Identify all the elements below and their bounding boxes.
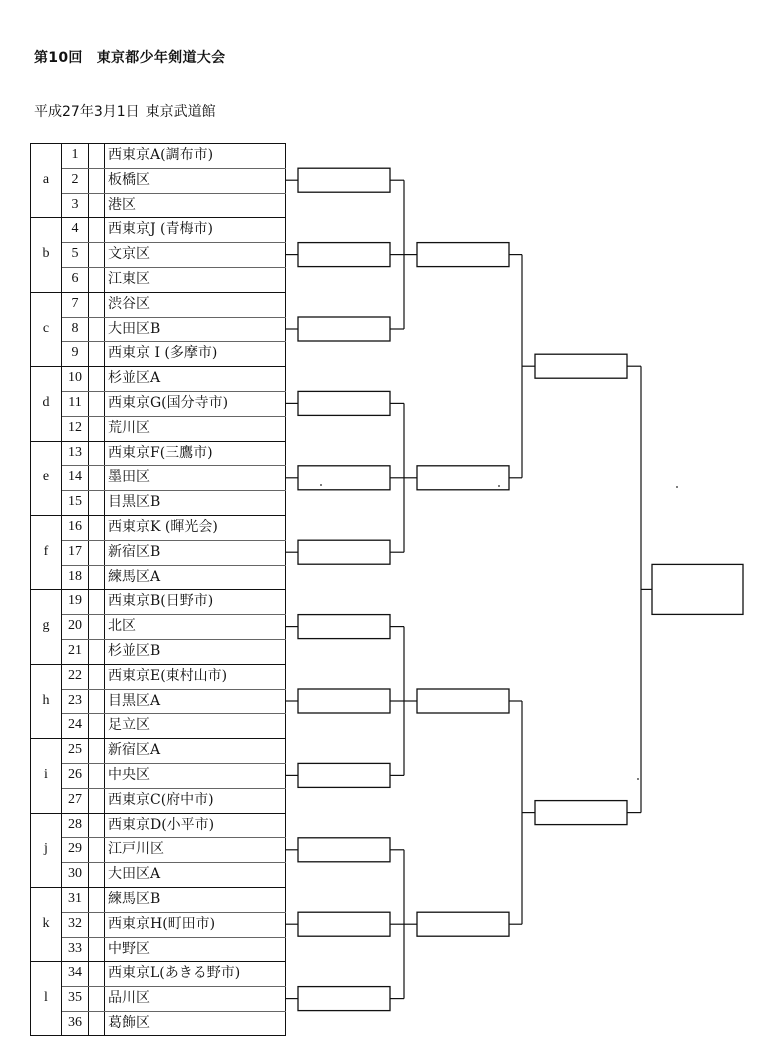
event-date: 平成27年3月1日: [34, 104, 140, 120]
entry-number: 21: [68, 643, 82, 658]
group-letter: l: [44, 990, 48, 1006]
entry-team: 西東京H(町田市): [108, 915, 216, 932]
block-winner-box: [417, 243, 509, 267]
semifinal-winner-box: [535, 354, 627, 378]
entry-number: 20: [68, 618, 82, 634]
entry-team: 品川区: [108, 990, 150, 1007]
entry-number: 28: [68, 816, 82, 832]
entry-team: 西東京C(府中市): [108, 791, 214, 808]
entry-team: 新宿区B: [108, 543, 161, 560]
group-letter: c: [42, 320, 50, 336]
group-letter: a: [42, 171, 50, 187]
group-winner-box: [298, 243, 390, 267]
entry-team: 西東京 I (多摩市): [108, 345, 218, 362]
entry-team: 目黒区A: [108, 692, 161, 709]
entry-team: 大田区B: [108, 320, 161, 337]
entry-team: 中野区: [108, 940, 150, 957]
entry-team: 足立区: [108, 717, 150, 734]
entry-team: 西東京L(あきる野市): [108, 965, 241, 982]
group-winner-box: [298, 689, 390, 713]
entry-number: 15: [68, 494, 82, 510]
entry-team: 江東区: [108, 271, 150, 287]
entry-team: 文京区: [108, 246, 150, 263]
entry-team: 西東京G(国分寺市): [108, 395, 229, 411]
entry-number: 13: [68, 444, 82, 460]
entry-number: 32: [68, 915, 82, 931]
entry-team: 北区: [108, 618, 136, 635]
group-winner-box: [298, 391, 390, 415]
entry-team: 練馬区A: [108, 568, 161, 585]
entry-team: 大田区A: [108, 866, 161, 883]
entry-number: 11: [68, 395, 82, 410]
entry-team: 西東京A(調布市): [108, 147, 214, 163]
scan-speck: [676, 486, 678, 488]
group-winner-box: [298, 838, 390, 862]
block-winner-box: [417, 466, 509, 490]
entry-number: 3: [71, 196, 79, 212]
entry-number: 1: [71, 147, 79, 162]
group-letter: e: [42, 469, 50, 485]
champion-box: [652, 564, 743, 614]
entry-team: 西東京D(小平市): [108, 816, 215, 833]
group-letter: f: [43, 543, 49, 559]
entry-team: 杉並区B: [108, 643, 161, 659]
block-winner-box: [417, 912, 509, 936]
group-letter: b: [42, 246, 50, 262]
entry-number: 33: [68, 940, 82, 956]
group-winner-box: [298, 317, 390, 341]
entry-number: 8: [71, 320, 79, 336]
entry-number: 7: [71, 295, 79, 311]
title-edition: 第10回: [34, 50, 83, 66]
entry-number: 14: [68, 469, 82, 485]
entry-team: 西東京K (暉光会): [108, 519, 218, 535]
group-winner-box: [298, 763, 390, 787]
scan-speck: [320, 484, 322, 486]
title-tournament-name: 東京都少年剣道大会: [96, 50, 226, 66]
group-winner-box: [298, 168, 390, 192]
entry-team: 板橋区: [108, 171, 150, 188]
entry-number: 27: [68, 791, 82, 807]
entry-number: 16: [68, 519, 82, 534]
entry-team: 西東京F(三鷹市): [108, 444, 213, 461]
entry-number: 19: [68, 593, 82, 609]
event-venue: 東京武道館: [145, 104, 216, 120]
entry-team: 荒川区: [108, 419, 150, 436]
semifinal-winner-box: [535, 801, 627, 825]
group-winner-box: [298, 912, 390, 936]
group-winner-box: [298, 466, 390, 490]
entry-team: 江戸川区: [108, 841, 164, 858]
scan-speck: [637, 778, 639, 780]
entry-number: 26: [68, 767, 82, 782]
entry-team: 西東京E(東村山市): [108, 667, 228, 684]
entry-number: 29: [68, 841, 82, 857]
entry-number: 12: [68, 419, 82, 435]
group-letter: j: [44, 841, 48, 857]
entry-number: 17: [68, 543, 82, 559]
entry-team: 西東京J (青梅市): [108, 221, 213, 238]
group-winner-box: [298, 987, 390, 1011]
entry-number: 10: [68, 370, 82, 386]
group-winner-box: [298, 615, 390, 639]
entry-number: 25: [68, 742, 82, 758]
entry-number: 2: [71, 171, 79, 187]
entry-number: 34: [68, 965, 82, 981]
entry-team: 杉並区A: [108, 370, 161, 387]
entry-number: 24: [68, 717, 82, 733]
entry-team: 西東京B(日野市): [108, 593, 214, 610]
entry-number: 30: [68, 866, 82, 882]
scan-speck: [498, 485, 500, 487]
entry-number: 23: [68, 692, 82, 708]
entry-number: 36: [68, 1015, 82, 1030]
group-letter: g: [42, 618, 50, 634]
entry-number: 35: [68, 990, 82, 1006]
entry-team: 中央区: [108, 767, 150, 783]
entry-number: 5: [71, 246, 79, 262]
entry-team: 墨田区: [108, 469, 150, 486]
entry-team: 港区: [108, 196, 136, 213]
group-letter: i: [44, 767, 48, 782]
group-letter: d: [42, 395, 50, 410]
entry-number: 9: [71, 345, 79, 361]
entry-team: 新宿区A: [108, 742, 161, 759]
entry-team: 目黒区B: [108, 494, 161, 511]
group-winner-box: [298, 540, 390, 564]
entry-number: 31: [68, 891, 82, 906]
entry-number: 18: [68, 568, 82, 584]
entry-team: 渋谷区: [108, 295, 150, 312]
entry-number: 6: [71, 271, 79, 286]
group-letter: k: [42, 915, 50, 931]
entry-number: 22: [68, 667, 82, 683]
block-winner-box: [417, 689, 509, 713]
entry-number: 4: [71, 221, 79, 237]
entry-team: 練馬区B: [108, 891, 161, 907]
entry-team: 葛飾区: [108, 1015, 150, 1031]
group-letter: h: [42, 692, 50, 708]
